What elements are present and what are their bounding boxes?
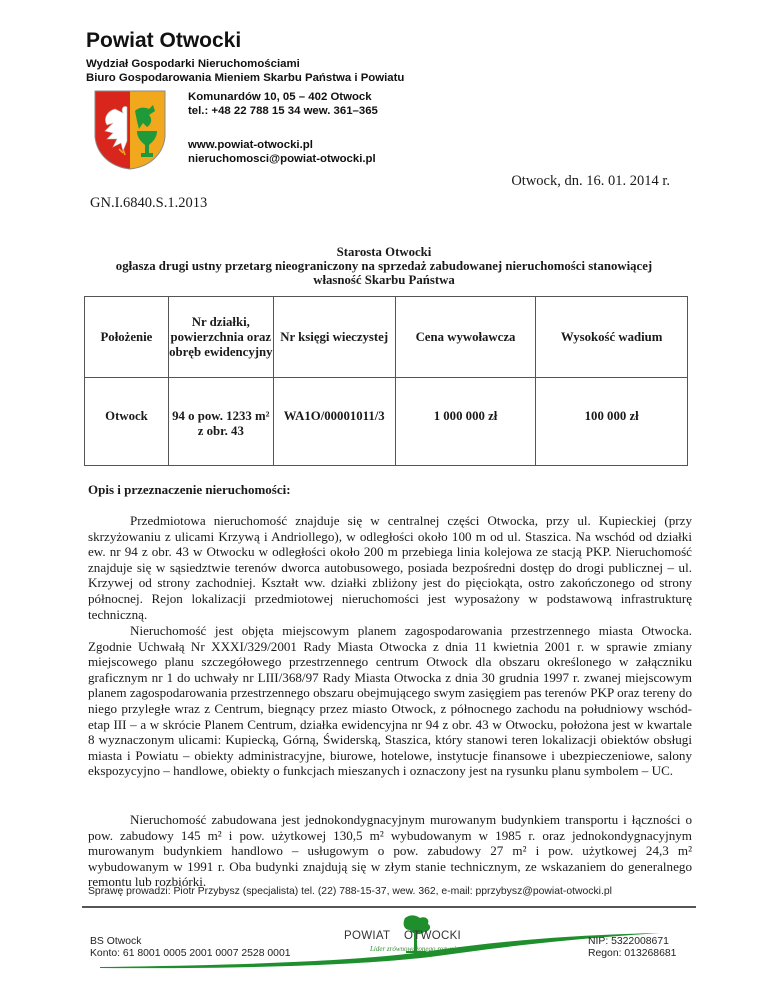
department-block <box>86 58 404 85</box>
office-name: Biuro Gospodarowania Mieniem Skarbu Państwa i Powiatu <box>86 71 405 84</box>
table-header-row <box>85 297 688 378</box>
cell-deposit: 100 000 zł <box>536 378 688 466</box>
org-title: Powiat Otwocki <box>86 29 242 52</box>
cell-starting-price: 1 000 000 zł <box>395 378 536 466</box>
phone: tel.: +48 22 788 15 34 wew. 361–365 <box>188 104 378 117</box>
table-row <box>85 378 688 466</box>
column-header-location: Położenie <box>85 297 169 378</box>
footer-divider <box>82 906 696 908</box>
description-paragraph-zoning: Nieruchomość jest objęta miejscowym planem zagospodarowania przestrzennego miasta Otwocka. Zgodnie Uchwałą Nr XXXI/329/2001 Rady Miasta Otwocka z dnia 11 kwietnia 2001 r. w sprawie zmiany miejscowego planu szczegółowego przestrzennego centrum Otwock dla obszaru określonego w załączniku graficznym nr 1 do uchwały nr LIII/368/97 Rady Miasta Otwocka z dnia 30 grudnia 1997 r. zwanej miejscowym planem zagospodarowania przestrzennego obszaru obejmującego swym zasięgiem pas terenów PKP oraz tereny do niego przyległe wraz z Centrum, biegnący przez miasto Otwock, z północnego zachodu na południowy wschód-etap III – a w skrócie Planem Centrum, działka ewidencyjna nr 94 z obr. 43 w Otwocku, położona jest w kwartale 8 wyznaczonym ulicami: Kupiecką, Górną, Świderską, Staszica, który stanowi teren lokalizacji obiektów obsługi miasta i Powiatu – obiekty administracyjne, biurowe, hotelowe, instytucje finansowe i ubezpieczeniowe, salony ekspozycyjno – handlowe, obiekty o funkcjach mieszanych i oznaczony jest na rysunku planu symbolem – UC. <box>88 623 692 779</box>
email-link[interactable]: nieruchomosci@powiat-otwocki.pl <box>188 152 376 165</box>
announcement-heading <box>60 245 708 288</box>
cell-plot <box>168 378 273 466</box>
column-header-land-register: Nr księgi wieczystej <box>273 297 395 378</box>
bank-name: BS Otwock <box>90 936 142 947</box>
regon: Regon: 013268681 <box>588 948 677 959</box>
column-header-starting-price: Cena wywoławcza <box>395 297 536 378</box>
description-paragraph-location: Przedmiotowa nieruchomość znajduje się w centralnej części Otwocka, przy ul. Kupieckiej (przy skrzyżowaniu z ulicami Krzywą i Andriollego), w odległości około 100 m od ul. Staszica. Na wschód od działki ew. nr 94 z obr. 43 w Otwocku w odległości około 200 m przebiega linia kolejowa ze stacją PKP. Nieruchomość znajduje się w sąsiedztwie terenów dworca autobusowego, posiada bezpośredni dostęp do drogi publicznej – ul. Krzywej od strony zachodniej. Kształt ww. działki zbliżony jest do pięciokąta, ostro zakończonego od strony północnej. Rejon lokalizacji przedmiotowej nieruchomości jest wyposażony w podstawową infrastrukturę techniczną. <box>88 513 692 622</box>
bank-account: Konto: 61 8001 0005 2001 0007 2528 0001 <box>90 948 291 959</box>
case-handler: Sprawę prowadzi: Piotr Przybysz (specjalista) tel. (22) 788-15-37, wew. 362, e-mail: pprzybysz@powiat-otwocki.pl <box>88 886 612 897</box>
bank-info <box>90 936 291 960</box>
web-block <box>188 139 376 166</box>
footer-logo-right: OTWOCKI <box>404 930 462 942</box>
document-date: Otwock, dn. 16. 01. 2014 r. <box>511 173 670 189</box>
cell-location: Otwock <box>85 378 169 466</box>
coat-of-arms-icon <box>93 89 167 171</box>
address: Komunardów 10, 05 – 402 Otwock <box>188 91 372 103</box>
heading-subject: ogłasza drugi ustny przetarg nieograniczony na sprzedaż zabudowanej nieruchomości stanowiącej <box>115 259 653 274</box>
footer-logo-left: POWIAT <box>344 930 391 942</box>
website-link[interactable]: www.powiat-otwocki.pl <box>188 139 313 151</box>
company-ids <box>588 936 676 960</box>
column-header-deposit: Wysokość wadium <box>536 297 688 378</box>
nip: NIP: 5322008671 <box>588 936 669 947</box>
reference-number: GN.I.6840.S.1.2013 <box>90 195 208 211</box>
cell-land-register: WA1O/00001011/3 <box>273 378 395 466</box>
column-header-plot: Nr działki, powierzchnia oraz obręb ewidencyjny <box>168 297 273 378</box>
property-table <box>84 296 688 466</box>
department-name: Wydział Gospodarki Nieruchomościami <box>86 58 300 70</box>
contact-block <box>188 91 378 118</box>
plot-precinct: z obr. 43 <box>197 424 244 438</box>
footer-logo-motto: Lider zrównoważonego rozwoju <box>370 945 460 953</box>
description-heading: Opis i przeznaczenie nieruchomości: <box>88 482 291 497</box>
heading-subject-cont: własność Skarbu Państwa <box>313 273 455 288</box>
heading-authority: Starosta Otwocki <box>336 245 432 259</box>
plot-area: 94 o pow. 1233 m² <box>172 409 270 423</box>
description-paragraph-buildings: Nieruchomość zabudowana jest jednokondygnacyjnym murowanym budynkiem transportu i łączności o pow. zabudowy 145 m² i pow. użytkowej 130,5 m² wybudowanym w 1985 r. oraz jednokondygnacyjnym murowanym budynkiem handlowo – usługowym o pow. zabudowy 27 m² i pow. użytkowej 24,3 m² wybudowanym w 1991 r. Oba budynki znajdują się w złym stanie technicznym, ze wskazaniem do generalnego remontu lub rozbiórki. <box>88 812 692 890</box>
